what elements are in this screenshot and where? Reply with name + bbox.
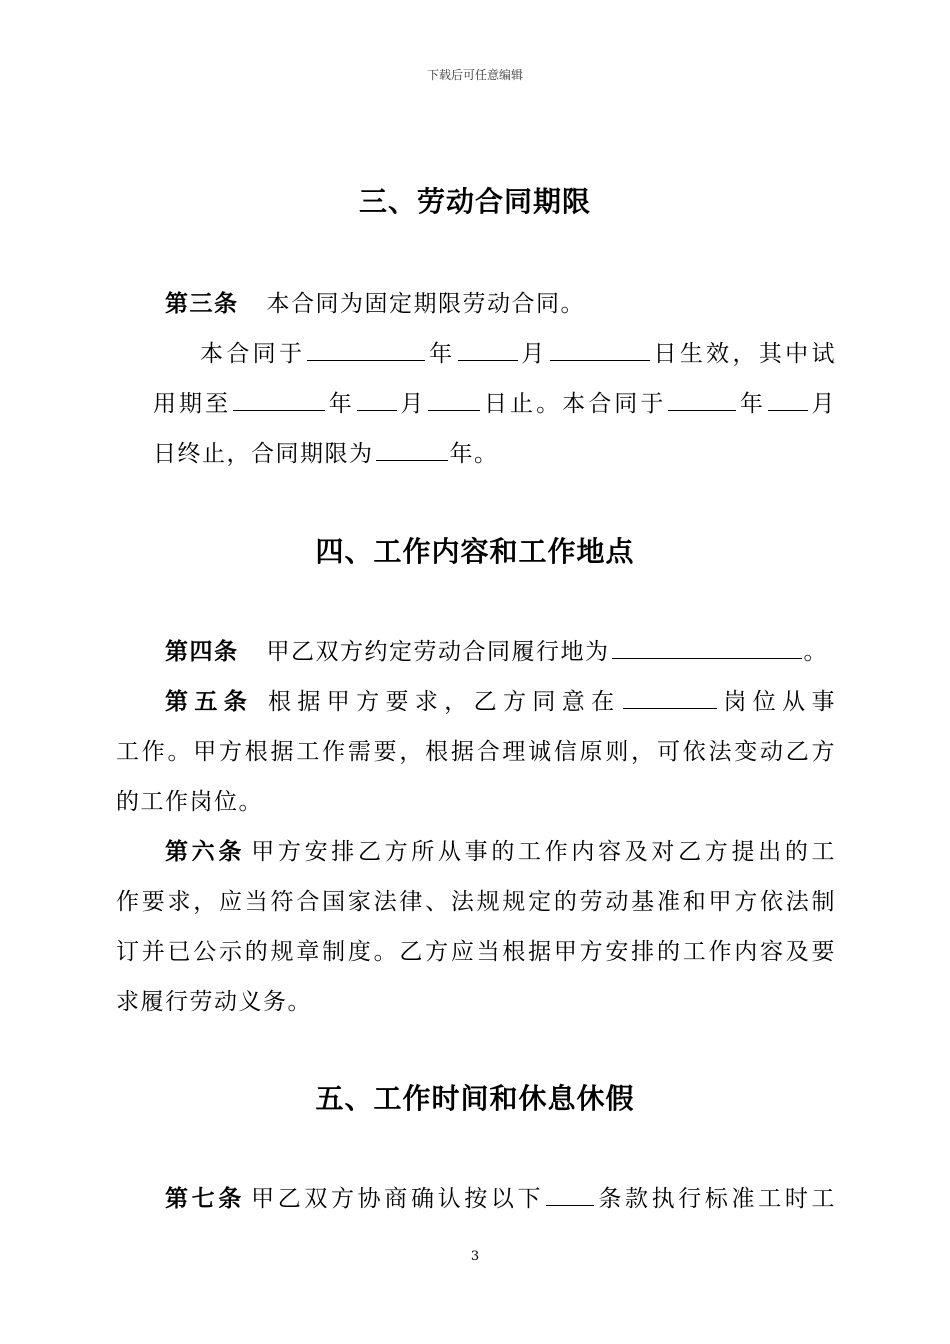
text-segment: 月 bbox=[810, 391, 837, 417]
text-segment: 月 bbox=[519, 341, 548, 367]
article-4-line-1 bbox=[165, 633, 828, 666]
text-segment: 用期至 bbox=[153, 391, 232, 417]
blank-position[interactable] bbox=[623, 686, 717, 709]
blank-end-year[interactable] bbox=[668, 388, 736, 411]
article-4-text: 甲乙双方约定劳动合同履行地为 bbox=[266, 639, 610, 665]
article-4-label: 第四条 bbox=[165, 639, 239, 665]
page-number: 3 bbox=[470, 1249, 480, 1264]
blank-term-years[interactable] bbox=[376, 438, 448, 461]
article-3-line-4 bbox=[153, 435, 499, 468]
text-segment: 本合同于 bbox=[200, 341, 306, 367]
text-segment: 日生效，其中试 bbox=[651, 341, 837, 367]
blank-probation-month[interactable] bbox=[357, 388, 397, 411]
blank-day[interactable] bbox=[550, 338, 650, 361]
blank-probation-year[interactable] bbox=[233, 388, 325, 411]
article-5-label: 第五条 bbox=[165, 689, 254, 715]
article-5-line-3: 的工作岗位。 bbox=[116, 789, 263, 815]
text-segment: 岗位从事 bbox=[718, 689, 836, 715]
text-segment: 月 bbox=[398, 391, 427, 417]
text-segment: 年。 bbox=[449, 441, 499, 467]
text-segment: 条款执行标准工时工 bbox=[596, 1186, 837, 1212]
text-segment: 日终止，合同期限为 bbox=[153, 441, 374, 467]
section-heading-3: 三、劳动合同期限 bbox=[358, 185, 591, 218]
text-segment: 年 bbox=[427, 341, 456, 367]
article-3-line-1 bbox=[165, 285, 585, 318]
article-7-line-1 bbox=[165, 1180, 836, 1213]
article-3-label: 第三条 bbox=[165, 291, 239, 317]
article-3-text: 本合同为固定期限劳动合同。 bbox=[266, 291, 585, 317]
blank-end-month[interactable] bbox=[768, 388, 808, 411]
article-5-text: 根据甲方要求，乙方同意在 bbox=[263, 689, 621, 715]
page-header-note: 下载后可任意编辑 bbox=[426, 68, 523, 82]
blank-year[interactable] bbox=[307, 338, 425, 361]
text-segment: 年 bbox=[738, 391, 766, 417]
article-7-label: 第七条 bbox=[165, 1186, 245, 1212]
article-6-line-1 bbox=[165, 833, 836, 866]
blank-month[interactable] bbox=[458, 338, 518, 361]
text-segment: 年 bbox=[327, 391, 355, 417]
section-heading-5: 五、工作时间和休息休假 bbox=[315, 1082, 635, 1115]
article-6-line-3: 订并已公示的规章制度。乙方应当根据甲方安排的工作内容及要 bbox=[116, 939, 836, 965]
text-segment: 日止。本合同于 bbox=[482, 391, 667, 417]
article-3-line-2 bbox=[200, 335, 836, 368]
blank-work-location[interactable] bbox=[612, 636, 802, 659]
article-7-text: 甲乙双方协商确认按以下 bbox=[248, 1186, 545, 1212]
text-segment: 。 bbox=[803, 639, 828, 665]
section-heading-4: 四、工作内容和工作地点 bbox=[315, 535, 635, 568]
article-6-line-4: 求履行劳动义务。 bbox=[116, 989, 312, 1015]
article-5-line-2: 工作。甲方根据工作需要，根据合理诚信原则，可依法变动乙方 bbox=[116, 739, 836, 765]
article-3-line-3 bbox=[153, 385, 836, 418]
article-5-line-1 bbox=[165, 683, 836, 716]
article-6-label: 第六条 bbox=[165, 839, 246, 865]
article-6-line-2: 作要求，应当符合国家法律、法规规定的劳动基准和甲方依法制 bbox=[116, 889, 836, 915]
article-6-text: 甲方安排乙方所从事的工作内容及对乙方提出的工 bbox=[249, 839, 837, 865]
blank-probation-day[interactable] bbox=[428, 388, 480, 411]
blank-clause[interactable] bbox=[546, 1183, 594, 1206]
